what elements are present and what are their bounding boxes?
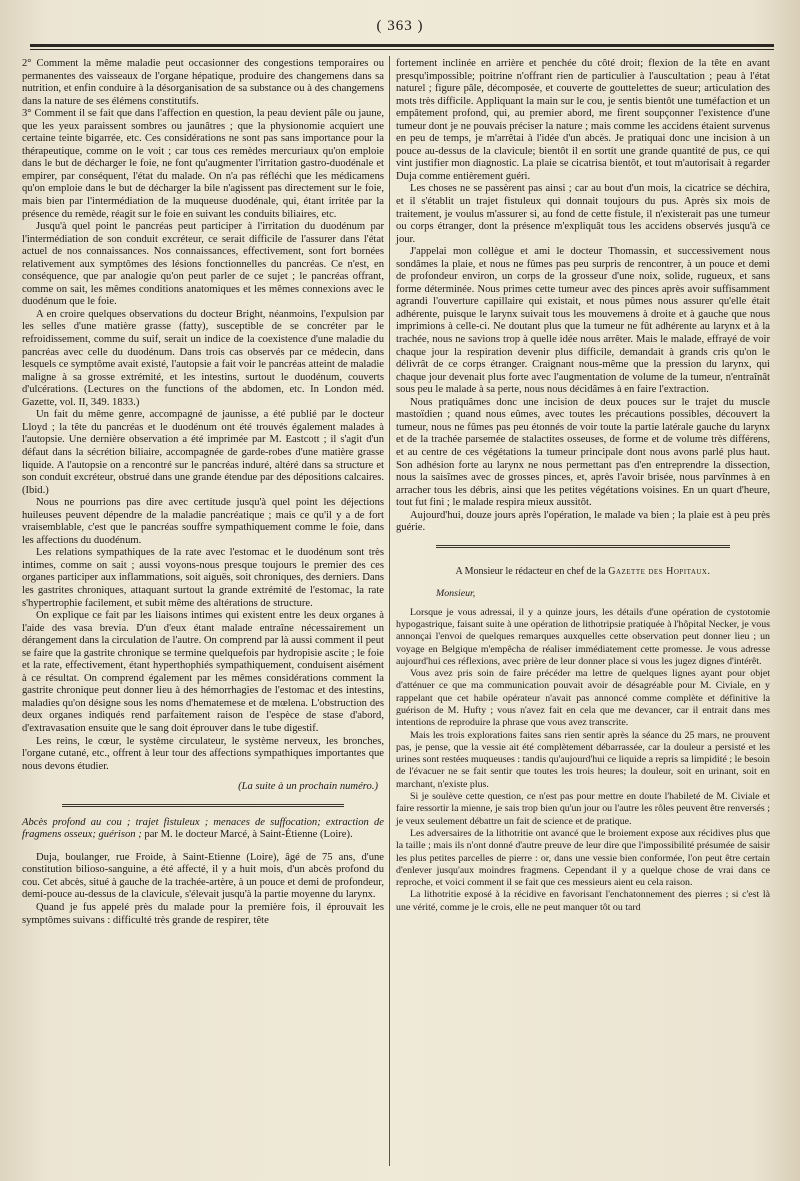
paragraph: J'appelai mon collègue et ami le docteur Thomassin, et successivement nous sondâmes la plaie, et nous ne fûmes pas peu surpris de rencontrer, à un pouce et demi de profondeur environ, un corps de la grosseur d'une noix, solide, rugueux, et sans forme déterminée. Nous primes cette tumeur avec des pinces après avoir suffisamment agrandi l'ouverture capillaire qui existait, et nous pûmes nous assurer qu'elle était adhérente, puisque le larynx suivait tous les mouvemens à droite et à gauche que nous imprimions à celle-ci. Ne doutant plus que la tumeur ne fût adhérente au larynx et à la trachée, nous ne savions trop à quelle idée nous arrêter. Mais le malade, effrayé de voir chaque jour la respiration devenir plus difficile, demandait à grands cris qu'on le délivrât de ce corps étranger. Craignant nous-même que la pression du larynx, qui chaque jour devenait plus forte avec l'augmentation de volume de la tumeur, n'entraînât sous peu le malade à sa perte, nous nous décidâmes à en faire l'extraction. bbox=[396, 246, 770, 396]
paragraph: Les adversaires de la lithotritie ont avancé que le broiement expose aux récidives plus que la taille ; mais ils n'ont donné d'autre preuve de leur dire que l'impossibilité présumée de saisir les plus petites parcelles de pierre : or, dans une vessie bien conformée, l'on peut être certain d'enlever jusqu'aux moindres fragmens. Cependant il y a quelque chose de vrai dans ce reproche, et voici comment il se fait que ces messieurs aient eu cela raison. bbox=[396, 827, 770, 889]
paragraph: 2° Comment la même maladie peut occasionner des congestions temporaires ou permanentes des vaisseaux de l'organe hépatique, produire des changemens dans sa nutrition, et enfin conduire à la désorganisation de sa substance ou à des changemens dans la nature de ses élémens constitutifs. bbox=[22, 58, 384, 107]
paragraph: On explique ce fait par les liaisons intimes qui existent entre les deux organes à l'aide des vasa brevia. D'un d'eux étant malade entraîne nécessairement un dérangement dans la circulation de l'autre. On comprend par là aussi comment il peut se faire que la gastrite chronique se termine quelquefois par hydropisie ascite ; le foie et la rate, effectivement, étant hyperthophiés sympathiquement, conduisent aisément à ce résultat. On comprend également par les mêmes considérations comment la gastrite chronique peut donner lieu à des hémorrhagies de l'estomac et des intestins, maladies qu'on désigne sous les noms d'hematemese et de mœlena. L'obstruction des deux organes indiqués rend parfaitement raison de l'espèce de stase d'abord, d'extravasation ensuite que le sang doit éprouver dans le tube digestif. bbox=[22, 610, 384, 734]
letter-heading bbox=[396, 566, 770, 579]
paragraph: Si je soulève cette question, ce n'est pas pour mettre en doute l'habileté de M. Civiale et faire ressortir la mienne, je sais trop bien qu'un jour ou l'autre les rôles peuvent être renversés ; je veux seulement débattre un fait de science et de pratique. bbox=[396, 791, 770, 827]
paragraph: A en croire quelques observations du docteur Bright, néanmoins, l'expulsion par les selles d'une matière grasse (fatty), susceptible de se concréter par le refroidissement, comme du suif, serait un indice de la coexistence d'une maladie du pancréas avec celle du duodénum. Dans trois cas observés par ce médecin, dans lesquels ce symptôme avait existé, l'autopsie a fait voir le pancréas atteint de maladie maligne à sa grosse extrémité, et les intestins, surtout le duodénum, couverts d'ulcérations. (Lectures on the functions of the abdomen, etc. In London méd. Gazette, vol. II, 349. 1833.) bbox=[22, 308, 384, 408]
journal-name: Gazette des Hopitaux. bbox=[608, 565, 711, 577]
column-divider bbox=[389, 56, 390, 1166]
paragraph: Aujourd'hui, douze jours après l'opération, le malade va bien ; la plaie est à peu près guérie. bbox=[396, 509, 770, 534]
paragraph: fortement inclinée en arrière et penchée du côté droit; flexion de la tête en avant presqu'impossible; poitrine n'offrant rien de particulier à l'auscultation ; peau à l'état naturel ; figure pâle, décomposée, et couverte de gouttelettes de sueur; articulation des mots très difficile. Appliquant la main sur le cou, je sentis bientôt une tuméfaction et un empâtement profond, qui, au premier abord, me firent soupçonner l'existence d'une tumeur dont je ne pouvais préciser la nature ; mais comme les accidens étaient survenus en peu de temps, je m'arrêtai à l'idée d'un abcès. Je pratiquai donc une incision à un pouce au-dessus de la clavicule; bientôt il en sortit une grande quantité de pus, ce qui vint justifier mon diagnostic. La plaie se cicatrisa bientôt, et tout m'autorisait à regarder Duja comme entièrement guéri. bbox=[396, 58, 770, 182]
letter-heading-prefix: A Monsieur le rédacteur en chef de la bbox=[455, 565, 609, 577]
header-rule bbox=[30, 44, 774, 50]
paragraph: Les choses ne se passèrent pas ainsi ; car au bout d'un mois, la cicatrice se déchira, et il s'établit un trajet fistuleux qui donnait toujours du pus. Après six mois de traitement, je voulus m'assurer si, au fond de cette fistule, il n'existerait pas une tumeur ou corps étranger, dont la présence m'expliquât tous les accidens observés jusqu'à ce jour. bbox=[396, 183, 770, 245]
paragraph: Quand je fus appelé près du malade pour la première fois, il éprouvait les symptômes suivans : difficulté très grande de respirer, tête bbox=[22, 902, 384, 926]
paragraph: Les reins, le cœur, le système circulateur, le système nerveux, les bronches, l'organe cutané, etc., offrent à leur tour des affections sympathiques importantes que nous devons étudier. bbox=[22, 735, 384, 772]
paragraph: Mais les trois explorations faites sans rien sentir après la séance du 25 mars, ne prouvent pas, je pense, que la vessie ait été complètement débarrassée, car la douleur a persisté et les urines sont restées muqueuses : tandis qu'aujourd'hui ce liquide a repris sa limpidité ; le besoin de l'évacuer ne se fait sentir que toutes les trois heures; la douleur, soit en urinant, soit en marchant, n'existe plus. bbox=[396, 729, 770, 790]
left-column bbox=[22, 58, 384, 927]
section-separator bbox=[436, 545, 730, 548]
paragraph: Nous ne pourrions pas dire avec certitude jusqu'à quel point les déjections huileuses peuvent dépendre de la maladie pancréatique ; mais ce qu'il y a de fort vraisemblable, c'est que le pancréas souffre sympathiquement comme le foie, dans les affections du duodénum. bbox=[22, 497, 384, 546]
paragraph: Duja, boulanger, rue Froide, à Saint-Etienne (Loire), âgé de 75 ans, d'une constitution bilioso-sanguine, a été affecté, il y a huit mois, d'un abcès profond du cou. Cet abcès, situé à gauche de la trachée-artère, à un pouce et demi de profondeur, demi-pouce au-dessus de la clavicule, s'élevait jusqu'à la partie moyenne du larynx. bbox=[22, 851, 384, 901]
paragraph: Vous avez pris soin de faire précéder ma lettre de quelques lignes ayant pour objet d'atténuer ce que ma communication pouvait avoir de désagréable pour M. Civiale, en y rappelant que cet habile opérateur n'avait pas annoncé comme complète et définitive la guérison de M. Hufty ; vous n'avez fait en cela que me devancer, car il entrait dans mes intentions de reproduire la phrase que vous avez transcrite. bbox=[396, 668, 770, 729]
article-title-author: par M. le docteur Marcé, à Saint-Étienne (Loire). bbox=[141, 829, 353, 841]
paragraph: Les relations sympathiques de la rate avec l'estomac et le duodénum sont très intimes, comme on sait ; aussi voyons-nous presque toujours le premier des ces organes participer aux inflammations, soit aiguës, soit chroniques, des derniers. Dans les gastrites chroniques, attaquant surtout la grande extrémité de l'estomac, la rate s'hypertrophie facilement, et subit même des altérations de structure. bbox=[22, 547, 384, 609]
right-column bbox=[396, 58, 770, 914]
continuation-note: (La suite à un prochain numéro.) bbox=[238, 781, 378, 793]
article-title bbox=[22, 817, 384, 842]
paragraph: Jusqu'à quel point le pancréas peut participer à l'irritation du duodénum par l'intermédiation de son conduit excréteur, ce serait difficile de l'assurer dans l'état actuel de nos connaissances. Nos connaissances, effectivement, sont fort bornées relativement aux symptômes des lésions fonctionnelles du pancréas. Ce n'est, en conséquence, que par analogie qu'on peut parler de ce sujet ; le pancréas offrant, comme on sait, les mêmes conditions anatomiques et les mêmes connexions avec le duodénum que le foie. bbox=[22, 221, 384, 308]
paragraph: 3° Comment il se fait que dans l'affection en question, la peau devient pâle ou jaune, que les yeux paraissent sombres ou jaunâtres ; que la physionomie acquiert une certaine teinte bigarrée, etc. Ces considérations ne sont pas sans importance pour la thérapeutique, comme on le voit ; car tous ces remèdes mercuriaux qu'on emploie dans le but de décharger le foie, ne font qu'augmenter l'irritation gastro-duodénale et empirer, par conséquent, l'état du malade. On n'a pas réfléchi que les médicamens qu'on emploie dans le but de décharger la bile n'agissent pas directement sur le foie, mais bien par l'intermédiation de la muqueuse duodénale, qui, étant irritée par la présence du remède, réagit sur le foie en suivant les conduits biliaires, etc. bbox=[22, 108, 384, 220]
paragraph: La lithotritie exposé à la récidive en favorisant l'enchatonnement des pierres ; si c'est là une vérité, comme je le crois, elle ne peut manquer tôt ou tard bbox=[396, 889, 770, 913]
section-separator bbox=[62, 804, 344, 807]
page-number: ( 363 ) bbox=[376, 18, 424, 34]
salutation: Monsieur, bbox=[436, 588, 476, 600]
paragraph: Lorsque je vous adressai, il y a quinze jours, les détails d'une opération de cystotomie hypogastrique, faisant suite à une opération de lithotripsie pratiquée à l'hôpital Necker, je vous annonçai l'envoi de quelques remarques auxquelles cette observation peut donner lieu ; un voyage en Belgique m'empêcha de réaliser immédiatement cette promesse. Je vous adresse aujourd'hui ces réflexions, avec prière de leur donner place si vous les jugez dignes d'intérêt. bbox=[396, 606, 770, 667]
paragraph: Un fait du même genre, accompagné de jaunisse, a été publié par le docteur Lloyd ; la tête du pancréas et le duodénum ont été trouvés également malades à l'autopsie. Une dernière observation a été imprimée par M. Eastcott ; il s'agit d'un défaut dans la sécrétion biliaire, accompagnée de garde-robes d'une matière grasse liquide. A l'autopsie on a rencontré sur le pancréas induré, altéré dans sa structure et son conduit excréteur, obstrué dans une grande étendue par des dépositions calcaires. (Ibid.) bbox=[22, 409, 384, 496]
letter-body bbox=[396, 588, 770, 914]
article-title-italic: Abcès profond au cou ; trajet fistuleux ; menaces de suffocation; extraction de fragmens osseux; guérison ; bbox=[22, 816, 384, 841]
paragraph: Nous pratiquâmes donc une incision de deux pouces sur le trajet du muscle mastoïdien ; quand nous eûmes, avec toutes les précautions possibles, découvert la tumeur, nous ne fûmes pas peu étonnés de voir toute la partie latérale gauche du larynx et de la trachée parsemée de stalactites osseuses, de forme et de volume très différens, et au centre de ces végétations la tumeur principale dont nous avons parlé plus haut. Son adhésion forte au larynx ne nous permettant pas d'en entreprendre la dissection, nous la saisîmes avec de grosses pinces, et, après l'avoir brisée, nous parvînmes à en arracher tous les débris, ainsi que les petites végétations voisines. En un quart d'heure, tout fut fini ; le malade respira mieux aussitôt. bbox=[396, 396, 770, 509]
